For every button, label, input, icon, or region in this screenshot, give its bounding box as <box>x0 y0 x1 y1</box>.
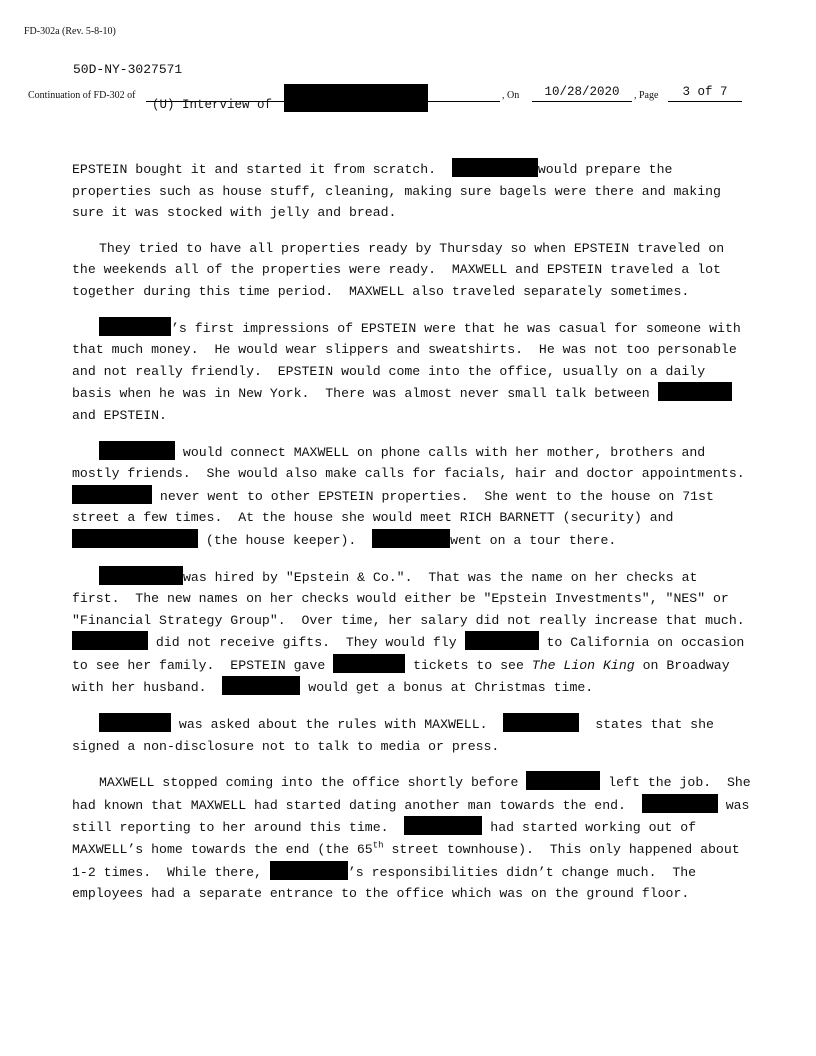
paragraph-text: was still reporting to her around this time. <box>72 797 758 836</box>
redaction-bar <box>526 771 600 790</box>
paragraph-text: EPSTEIN bought it and started it from scratch. <box>72 162 452 177</box>
paragraph-text: (the house keeper). <box>198 532 373 548</box>
redaction-bar <box>270 861 348 880</box>
redaction-bar <box>503 713 579 732</box>
redaction-bar <box>284 84 428 112</box>
continuation-row <box>28 84 788 112</box>
redaction-bar <box>99 713 171 732</box>
paragraph-text: to California on occasion to see her family. EPSTEIN gave <box>72 635 753 673</box>
redaction-bar <box>372 529 450 548</box>
paragraph <box>72 317 752 427</box>
redaction-bar <box>333 654 405 673</box>
redaction-bar <box>99 317 171 336</box>
redaction-bar <box>642 794 718 813</box>
redaction-bar <box>452 158 538 177</box>
paragraph-text: ’s first impressions of EPSTEIN were that he was casual for someone with that much money. He would wear slippers and sweatshirts. He was not too personable and not really friendly. EPSTEIN would come into the office, usually on a daily basis when he was in New York. There was almost never small talk between <box>72 320 749 402</box>
redaction-bar <box>658 382 732 401</box>
paragraph-text: street townhouse). This only happened about 1-2 times. While there, <box>72 842 748 880</box>
paragraph-text: was asked about the rules with MAXWELL. <box>171 717 504 733</box>
page-label: , Page <box>634 90 659 101</box>
redaction-bar <box>99 441 175 460</box>
ordinal-suffix: th <box>372 840 384 851</box>
redaction-bar <box>404 816 482 835</box>
paragraph-text: went on a tour there. <box>450 532 617 548</box>
file-number: 50D-NY-3027571 <box>73 62 183 77</box>
redaction-bar <box>465 631 539 650</box>
paragraph-text: states that she signed a non-disclosure not to talk to media or press. <box>72 717 722 754</box>
paragraph-text: and EPSTEIN. <box>72 386 740 423</box>
paragraph <box>72 771 759 905</box>
continuation-label: Continuation of FD-302 of <box>28 90 136 101</box>
redaction-bar <box>72 529 198 548</box>
paragraph-text: left the job. She had known that MAXWELL had started dating another man towards the end. <box>72 775 759 813</box>
paragraph-text: ’s responsibilities didn’t change much. The employees had a separate entrance to the office which was on the ground floor. <box>72 864 704 902</box>
paragraph <box>72 158 752 224</box>
redaction-bar <box>99 566 183 585</box>
paragraph-text: never went to other EPSTEIN properties. She went to the house on 71st street a few times. At the house she would meet RICH BARNETT (security) and <box>72 488 722 526</box>
form-id: FD-302a (Rev. 5-8-10) <box>24 26 116 37</box>
redaction-bar <box>72 631 148 650</box>
paragraph-text: on Broadway with her husband. <box>72 657 738 696</box>
paragraph-text: would get a bonus at Christmas time. <box>300 680 594 696</box>
paragraph <box>72 713 752 757</box>
paragraph-text: would connect MAXWELL on phone calls with her mother, brothers and mostly friends. She would also make calls for facials, hair and doctor appointments. <box>72 444 761 482</box>
redaction-bar <box>72 485 152 504</box>
paragraph <box>72 238 752 303</box>
redaction-bar <box>222 676 300 695</box>
subject-field <box>146 84 500 112</box>
subject-prefix: (U) Interview of <box>152 98 273 112</box>
paragraph-text: MAXWELL stopped coming into the office shortly before <box>99 775 527 791</box>
paragraph <box>72 441 761 552</box>
paragraph-text: They tried to have all properties ready by Thursday so when EPSTEIN traveled on the weekends all of the properties were ready. MAXWELL and EPSTEIN traveled a lot together during this time period. MAXWELL also traveled separately sometimes. <box>72 240 733 299</box>
paragraph-text: had started working out of MAXWELL’s home towards the end (the 65 <box>72 820 704 858</box>
date-field: 10/28/2020 <box>532 84 632 102</box>
title-italic: The Lion King <box>531 657 635 673</box>
page-field: 3 of 7 <box>668 84 742 102</box>
paragraph-text: tickets to see <box>405 657 532 673</box>
paragraph-text: did not receive gifts. They would fly <box>148 635 465 651</box>
interview-body <box>72 158 761 919</box>
paragraph-text: would prepare the properties such as house stuff, cleaning, making sure bagels were there and making sure it was stocked with jelly and bread. <box>72 162 729 221</box>
paragraph <box>72 566 761 700</box>
on-label: , On <box>502 90 520 101</box>
paragraph-text: was hired by "Epstein & Co.". That was the name on her checks at first. The new names on her checks would either be "Epstein Investments", "NES" or "Financial Strategy Group". Over time, her salary did not really increase that much. <box>72 569 761 628</box>
